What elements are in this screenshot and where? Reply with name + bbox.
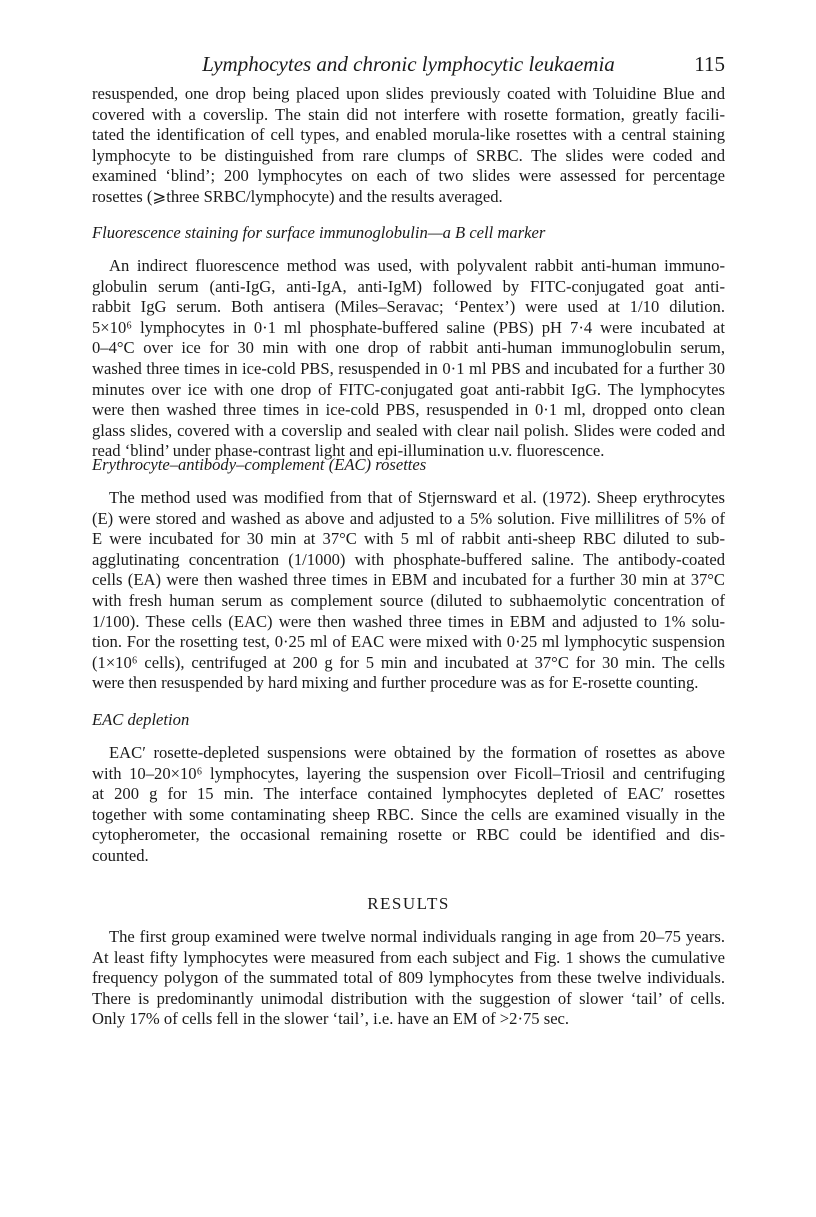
- text-line: E were incubated for 30 min at 37°C with 5 ml of rabbit anti-sheep RBC diluted to sub-: [92, 529, 725, 549]
- text-line: together with some contaminating sheep RBC. Since the cells are examined visually in the: [92, 804, 725, 824]
- text-line: The first group examined were twelve normal individuals ranging in age from 20–75 years.: [109, 927, 725, 946]
- section-heading-results: RESULTS: [367, 894, 450, 913]
- text-line: 1/100). These cells (EAC) were then washed three times in EBM and adjusted to 1% solu-: [92, 611, 725, 631]
- text-line: lymphocyte to be distinguished from rare clumps of SRBC. The slides were coded and: [92, 145, 725, 165]
- text-line: The method used was modified from that of Stjernsward et al. (1972). Sheep erythrocytes: [109, 488, 725, 507]
- text-line: agglutinating concentration (1/1000) with phosphate-buffered saline. The antibody-coated: [92, 549, 725, 569]
- text-line: glass slides, covered with a coverslip and sealed with clear nail polish. Slides were coded and: [92, 420, 725, 440]
- section-heading-eac-depletion: EAC depletion: [92, 710, 190, 729]
- text-line: (1×10⁶ cells), centrifuged at 200 g for 5 min and incubated at 37°C for 30 min. The cells: [92, 652, 725, 672]
- section-heading-eac-rosettes: Erythrocyte–antibody–complement (EAC) rosettes: [92, 455, 427, 474]
- paragraph-eac-depletion: [92, 743, 725, 867]
- text-line: tion. For the rosetting test, 0·25 ml of EAC were mixed with 0·25 ml lymphocytic suspension: [92, 632, 725, 652]
- text-line: rabbit IgG serum. Both antisera (Miles–Seravac; ‘Pentex’) were used at 1/10 dilution.: [92, 297, 725, 317]
- text-line: cells (EA) were then washed three times in EBM and incubated for a further 30 min at 37°C: [92, 570, 725, 590]
- text-line: Only 17% of cells fell in the slower ‘tail’, i.e. have an EM of >2·75 sec.: [92, 1009, 570, 1029]
- text-line: 0–4°C over ice for 30 min with one drop of rabbit anti-human immunoglobulin serum,: [92, 338, 725, 358]
- text-line: An indirect fluorescence method was used, with polyvalent rabbit anti-human immuno-: [109, 256, 725, 275]
- text-line: rosettes (⩾three SRBC/lymphocyte) and the results averaged.: [92, 186, 503, 206]
- text-line: (E) were stored and washed as above and adjusted to a 5% solution. Five millilitres of 5% of: [92, 508, 725, 528]
- paragraph-fluorescence-method: [92, 256, 725, 462]
- text-line: covered with a coverslip. The stain did not interfere with rosette formation, greatly facili-: [92, 104, 725, 124]
- text-line: counted.: [92, 845, 149, 865]
- section-heading-fluorescence: Fluorescence staining for surface immunoglobulin—a B cell marker: [92, 223, 546, 242]
- paragraph-results: [92, 927, 725, 1030]
- text-line: tated the identification of cell types, and enabled morula-like rosettes with a central staining: [92, 125, 725, 145]
- paragraph-eac-method: [92, 488, 725, 694]
- text-line: minutes over ice with one drop of FITC-conjugated goat anti-rabbit IgG. The lymphocytes: [92, 379, 725, 399]
- text-line: At least fifty lymphocytes were measured from each subject and Fig. 1 shows the cumulative: [92, 947, 725, 967]
- running-head: [92, 52, 725, 80]
- text-line: with fresh human serum as complement source (diluted to subhaemolytic concentration of: [92, 590, 725, 610]
- running-title: Lymphocytes and chronic lymphocytic leukaemia: [202, 52, 615, 76]
- text-line: 5×10⁶ lymphocytes in 0·1 ml phosphate-buffered saline (PBS) pH 7·4 were incubated at: [92, 317, 725, 337]
- text-line: EAC′ rosette-depleted suspensions were obtained by the formation of rosettes as above: [109, 743, 725, 762]
- text-line: examined ‘blind’; 200 lymphocytes on each of two slides were assessed for percentage: [92, 166, 725, 186]
- text-line: There is predominantly unimodal distribution with the suggestion of slower ‘tail’ of cells.: [92, 988, 725, 1008]
- text-line: cytopherometer, the occasional remaining rosette or RBC could be identified and dis-: [92, 825, 725, 845]
- page-number: 115: [694, 52, 725, 76]
- text-line: washed three times in ice-cold PBS, resuspended in 0·1 ml PBS and incubated for a further 30: [92, 358, 725, 378]
- text-line: with 10–20×10⁶ lymphocytes, layering the suspension over Ficoll–Triosil and centrifuging: [92, 763, 725, 783]
- paragraph-e-rosette-end: [92, 84, 725, 208]
- text-line: frequency polygon of the summated total of 809 lymphocytes from these twelve individuals.: [92, 968, 725, 988]
- text-line: globulin serum (anti-IgG, anti-IgA, anti-IgM) followed by FITC-conjugated goat anti-: [92, 276, 725, 296]
- text-line: at 200 g for 15 min. The interface contained lymphocytes depleted of EAC′ rosettes: [92, 784, 725, 804]
- text-line: were then resuspended by hard mixing and further procedure was as for E-rosette counting.: [92, 673, 699, 693]
- text-line: read ‘blind’ under phase-contrast light and epi-illumination u.v. fluorescence.: [92, 441, 605, 461]
- text-line: were then washed three times in ice-cold PBS, resuspended in 0·1 ml, dropped onto clean: [92, 400, 725, 420]
- text-line: resuspended, one drop being placed upon slides previously coated with Toluidine Blue and: [92, 84, 725, 103]
